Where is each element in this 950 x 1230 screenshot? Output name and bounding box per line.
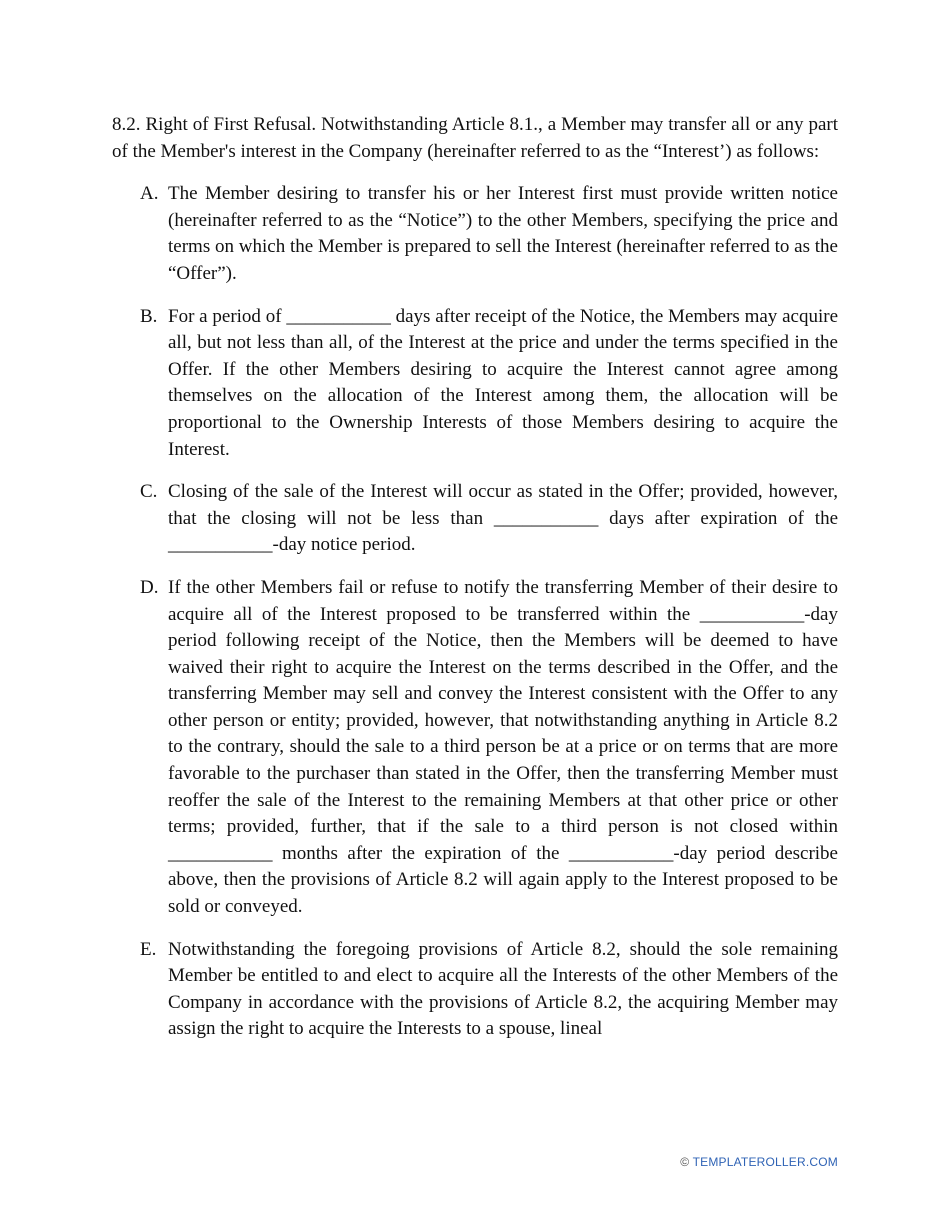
- clause-d: [112, 575, 838, 921]
- clause-b: [112, 304, 838, 464]
- clause-e: [112, 937, 838, 1043]
- document-page: [112, 112, 838, 1059]
- clause-text: The Member desiring to transfer his or her Interest first must provide written notice (hereinafter referred to as the “Notice”) to the other Members, specifying the price and terms on which the Member is prepared to sell the Interest (hereinafter referred to as the “Offer”).: [168, 183, 838, 284]
- clause-letter: B.: [140, 305, 158, 327]
- clause-text: Closing of the sale of the Interest will occur as stated in the Offer; provided, however, that the closing will not be less than ___________ days after expiration of the ___________-day notice period.: [168, 481, 838, 556]
- clause-letter: D.: [140, 576, 159, 598]
- templateroller-link[interactable]: TEMPLATEROLLER.COM: [692, 1155, 838, 1169]
- clause-letter: A.: [140, 183, 159, 205]
- footer-watermark: [680, 1155, 838, 1169]
- clause-text: If the other Members fail or refuse to notify the transferring Member of their desire to acquire all of the Interest proposed to be transferred within the ___________-day period following receipt of the Notice, then the Members will be deemed to have waived their right to acquire the Interest on the terms described in the Offer, and the transferring Member may sell and convey the Interest consistent with the Offer to any other person or entity; provided, however, that notwithstanding anything in Article 8.2 to the contrary, should the sale to a third person be at a price or on terms that are more favorable to the purchaser than stated in the Offer, then the transferring Member must reoffer the sale of the Interest to the remaining Members at that other price or other terms; provided, further, that if the sale to a third person is not closed within ___________ months after the expiration of the ___________-day period describe above, then the provisions of Article 8.2 will again apply to the Interest proposed to be sold or conveyed.: [168, 576, 838, 918]
- section-intro-paragraph: 8.2. Right of First Refusal. Notwithstanding Article 8.1., a Member may transfer all or any part of the Member's interest in the Company (hereinafter referred to as the “Interest’) as follows:: [112, 114, 838, 162]
- clause-text: Notwithstanding the foregoing provisions of Article 8.2, should the sole remaining Member be entitled to and elect to acquire all the Interests of the other Members of the Company in accordance with the provisions of Article 8.2, the acquiring Member may assign the right to acquire the Interests to a spouse, lineal: [168, 938, 838, 1040]
- clause-text: For a period of ___________ days after receipt of the Notice, the Members may acquire all, but not less than all, of the Interest at the price and under the terms specified in the Offer. If the other Members desiring to acquire the Interest cannot agree among themselves on the allocation of the Interest among them, the allocation will be proportional to the Ownership Interests of those Members desiring to acquire the Interest.: [168, 305, 838, 460]
- clause-c: [112, 479, 838, 559]
- clause-letter: C.: [140, 481, 158, 503]
- clause-letter: E.: [140, 938, 157, 960]
- clause-a: [112, 181, 838, 287]
- copyright-symbol: ©: [680, 1155, 690, 1169]
